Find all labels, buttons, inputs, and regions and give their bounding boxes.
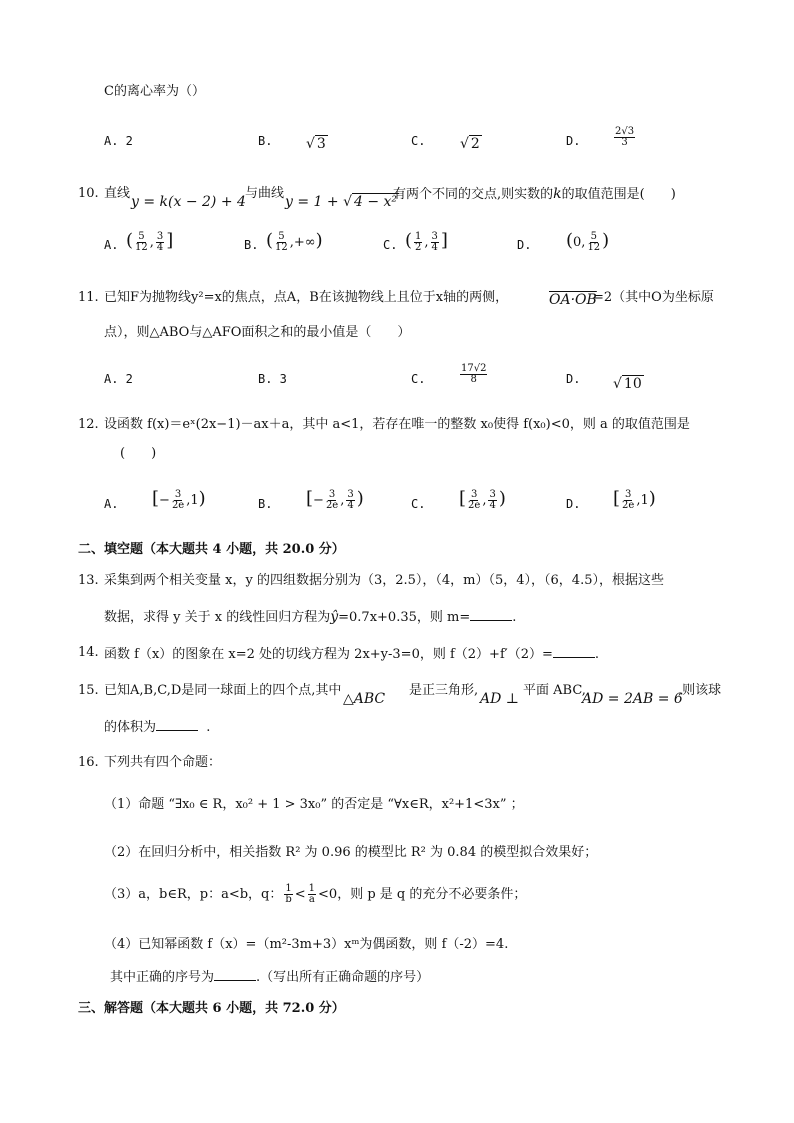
- q14-number: 14.: [78, 645, 99, 660]
- q16-answer-blank[interactable]: [214, 968, 256, 981]
- q12-option-d-label: D.: [566, 497, 581, 511]
- q14-text: 函数 f（x）的图象在 x=2 处的切线方程为 2x+y-3=0，则 f（2）+f′（2）= .: [104, 647, 600, 662]
- q11-line-1: 已知F为抛物线y²=x的焦点，点A，B在该抛物线上且位于x轴的两侧，: [104, 290, 509, 305]
- q10-option-c-label: C.: [383, 238, 398, 252]
- q10-number: 10.: [78, 186, 99, 201]
- q9-option-b-label: B.: [258, 134, 273, 148]
- q9-option-c-label: C.: [411, 134, 426, 148]
- q15-text-4: ,则该球: [678, 683, 722, 698]
- q11-number: 11.: [78, 290, 99, 305]
- q15-text-1: 已知A,B,C,D是同一球面上的四个点,其中: [104, 683, 342, 698]
- q15-text-3: 平面 ABC,: [523, 683, 586, 698]
- q10-option-b-value: ( $\frac{5}{12}$ ,+∞): [266, 230, 323, 253]
- q10-curve-equation: y = 1 + √ 4 − x²: [285, 194, 398, 210]
- q13-line-2: 数据，求得 y 关于 x 的线性回归方程为ŷ=0.7x+0.35，则 m= .: [104, 609, 517, 625]
- q12-option-b-value: [− $\frac{3}{2e}$ , $\frac{3}{4}$ ): [306, 488, 364, 511]
- q10-option-b-label: B.: [244, 238, 259, 252]
- q15-answer-blank[interactable]: [156, 718, 198, 731]
- q11-vector-dot: OA·OB: [549, 292, 597, 308]
- section-2-heading: 二、填空题（本大题共 4 小题，共 20.0 分）: [78, 542, 345, 557]
- q12-number: 12.: [78, 417, 99, 432]
- section-3-heading: 三、解答题（本大题共 6 小题，共 72.0 分）: [78, 1001, 345, 1016]
- q9-option-b-value: √ 3: [306, 136, 326, 152]
- q12-option-d-value: [ $\frac{3}{2e}$ ,1): [613, 488, 656, 511]
- q11-option-c-label: C.: [411, 372, 426, 386]
- q12-option-a-label: A.: [104, 497, 119, 511]
- q10-option-d-label: D.: [517, 238, 532, 252]
- q10-text-2: 与曲线: [245, 186, 285, 201]
- q10-option-a-value: ( $\frac{5}{12}$ , $\frac{3}{4}$ ]: [126, 230, 174, 253]
- q10-text-3: 有两个不同的交点,则实数的k的取值范围是( ): [393, 186, 676, 202]
- q11-line-1-end: =2（其中O为坐标原: [593, 290, 714, 305]
- q16-heading: 下列共有四个命题：: [104, 755, 222, 770]
- q15-number: 15.: [78, 683, 99, 698]
- q16-proposition-1: （1）命题 “∃x₀ ∈ R，x₀² + 1 > 3x₀” 的否定是 “∀x∈R，x²+1<3x” ；: [104, 797, 524, 812]
- q9-option-c-value: √ 2: [460, 136, 480, 152]
- q11-option-d-value: √ 10: [613, 376, 642, 392]
- q10-line-equation: y = k(x − 2) + 4: [131, 194, 246, 210]
- q12-option-c-value: [ $\frac{3}{2e}$ , $\frac{3}{4}$ ): [459, 488, 506, 511]
- q16-proposition-4: （4）已知幂函数 f（x）=（m²-3m+3）xᵐ为偶函数，则 f（-2）=4.: [104, 937, 509, 952]
- q11-option-b: B. 3: [258, 372, 287, 386]
- q16-answer-line: 其中正确的序号为 .（写出所有正确命题的序号）: [110, 970, 430, 985]
- q14-answer-blank[interactable]: [553, 645, 595, 658]
- q12-option-c-label: C.: [411, 497, 426, 511]
- q15-line-2: 的体积为 .: [104, 720, 211, 735]
- q16-proposition-2: （2）在回归分析中，相关指数 R² 为 0.96 的模型比 R² 为 0.84 的模型拟合效果好；: [104, 845, 598, 860]
- q13-line-1: 采集到两个相关变量 x，y 的四组数据分别为（3，2.5），（4，m）（5，4），（6，4.5），根据这些: [104, 573, 664, 588]
- q11-option-a: A. 2: [104, 372, 133, 386]
- q15-triangle: △ABC: [343, 691, 386, 707]
- q12-option-b-label: B.: [258, 497, 273, 511]
- q15-perp: AD ⊥: [480, 691, 519, 707]
- q16-number: 16.: [78, 755, 99, 770]
- q11-line-2: 点），则△ABO与△AFO面积之和的最小值是（ ）: [104, 325, 411, 340]
- q12-option-a-value: [− $\frac{3}{2e}$ ,1): [152, 488, 206, 511]
- q16-proposition-3: （3）a，b∈R，p：a<b，q： $\frac{1}{b}$ < $\frac{1}{a}$ <0，则 p 是 q 的充分不必要条件；: [104, 883, 527, 905]
- q9-tail: C的离心率为（）: [104, 84, 205, 99]
- q10-option-c-value: ( $\frac{1}{2}$ , $\frac{3}{4}$ ]: [405, 230, 448, 253]
- q13-answer-blank[interactable]: [470, 608, 512, 621]
- q9-option-a: A. 2: [104, 134, 133, 148]
- q15-length: AD = 2AB = 6: [582, 691, 683, 707]
- q12-line-2: ( ): [120, 446, 157, 461]
- q13-number: 13.: [78, 573, 99, 588]
- q15-text-2: 是正三角形,: [409, 683, 479, 698]
- q9-option-d-value: $\frac{2√3}{3}$: [615, 126, 635, 148]
- q10-option-d-value: (0, $\frac{5}{12}$ ): [566, 230, 610, 253]
- q10-option-a-label: A.: [104, 238, 119, 252]
- q11-option-c-value: $\frac{17√2}{8}$: [461, 363, 487, 385]
- q10-text-1: 直线: [104, 186, 131, 201]
- q12-line-1: 设函数 f(x)＝eˣ(2x−1)－ax＋a，其中 a<1，若存在唯一的整数 x₀使得 f(x₀)<0，则 a 的取值范围是: [104, 417, 690, 432]
- q11-option-d-label: D.: [566, 372, 581, 386]
- q9-option-d-label: D.: [566, 134, 581, 148]
